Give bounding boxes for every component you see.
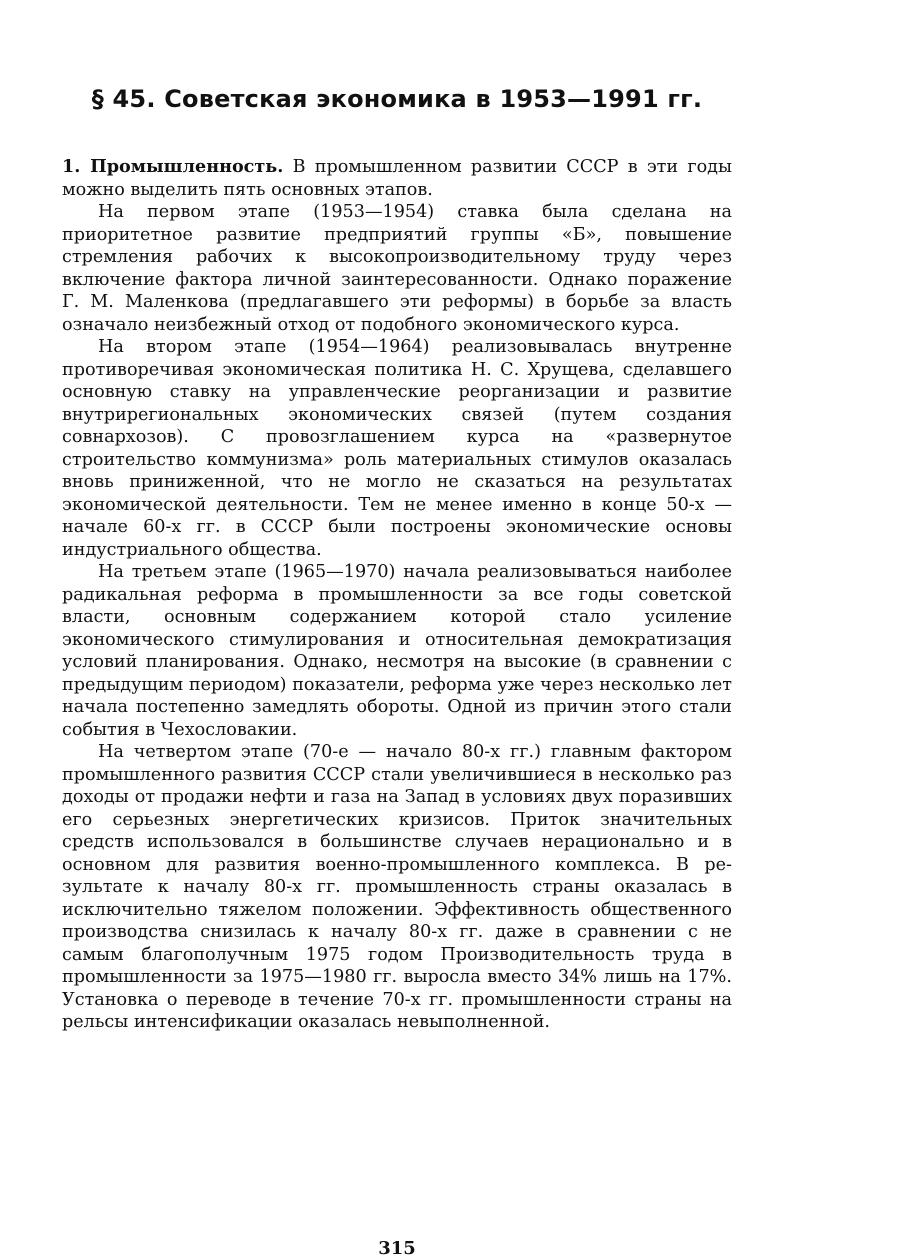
paragraph-stage-2: На втором этапе (1954—1964) реализовывалась внутренне противоречивая экономическая политика Н. С. Хрущева, сделавшего основную ставку на управленческие реорганизации и развитие внутрирегиональных экономических связей (путем создания совнархозов). С провозглашением курса на «развернутое строительство коммунизма» роль материальных стимулов оказалась вновь приниженной, что не могло не сказаться на результатах экономической деятельности. Тем не менее именно в конце 50-х — начале 60-х гг. в СССР были построены экономические основы индустриального общества. xyxy=(62,337,732,560)
paragraph-stage-4: На четвертом этапе (70-е — начало 80-х гг.) главным фактором промышленного развития СССР стали увеличившиеся в несколько раз доходы от продажи нефти и газа на Запад в условиях двух поразивших его серьезных энергетических кризисов. Приток значительных средств использовался в большинстве случаев нерационально и в основном для развития военно-промышленного комплекса. В результате к началу 80-х гг. промышленность страны оказалась в исключительно тяжелом положении. Эффективность общественного производства снизилась к началу 80-х гг. даже в сравнении с не самым благополучным 1975 годом Производительность труда в промышленности за 1975—1980 гг. выросла вместо 34% лишь на 17%. Установка о переводе в течение 70-х гг. промышленности страны на рельсы интенсификации оказалась невыполненной. xyxy=(62,742,732,1032)
page-number: 315 xyxy=(378,1238,416,1259)
book-page xyxy=(62,82,732,1259)
body-text xyxy=(62,156,732,1034)
paragraph-stage-1: На первом этапе (1953—1954) ставка была сделана на приоритетное развитие предприятий группы «Б», повышение стремления рабочих к высокопроизводительному труду через включение фактора личной заинтересованности. Однако поражение Г. М. Маленкова (предлагавшего эти реформы) в борьбе за власть означало неизбежный отход от подобного экономического курса. xyxy=(62,202,732,335)
section-intro-text: В промышленном развитии СССР в эти годы можно выделить пять основных этапов. xyxy=(62,157,732,200)
paragraph-stage-3: На третьем этапе (1965—1970) начала реализовываться наиболее радикальная реформа в промышленности за все годы советской власти, основным содержанием которой стало усиление экономического стимулирования и относительная демократизация условий планирования. Однако, несмотря на высокие (в сравнении с предыдущим периодом) показатели, реформа уже через несколько лет начала постепенно замедлять обороты. Одной из причин этого стали события в Чехословакии. xyxy=(62,562,732,740)
section-heading: 1. Промышленность. xyxy=(62,156,284,177)
section-intro-paragraph xyxy=(62,156,732,201)
page-title: § 45. Советская экономика в 1953—1991 гг. xyxy=(91,85,703,113)
